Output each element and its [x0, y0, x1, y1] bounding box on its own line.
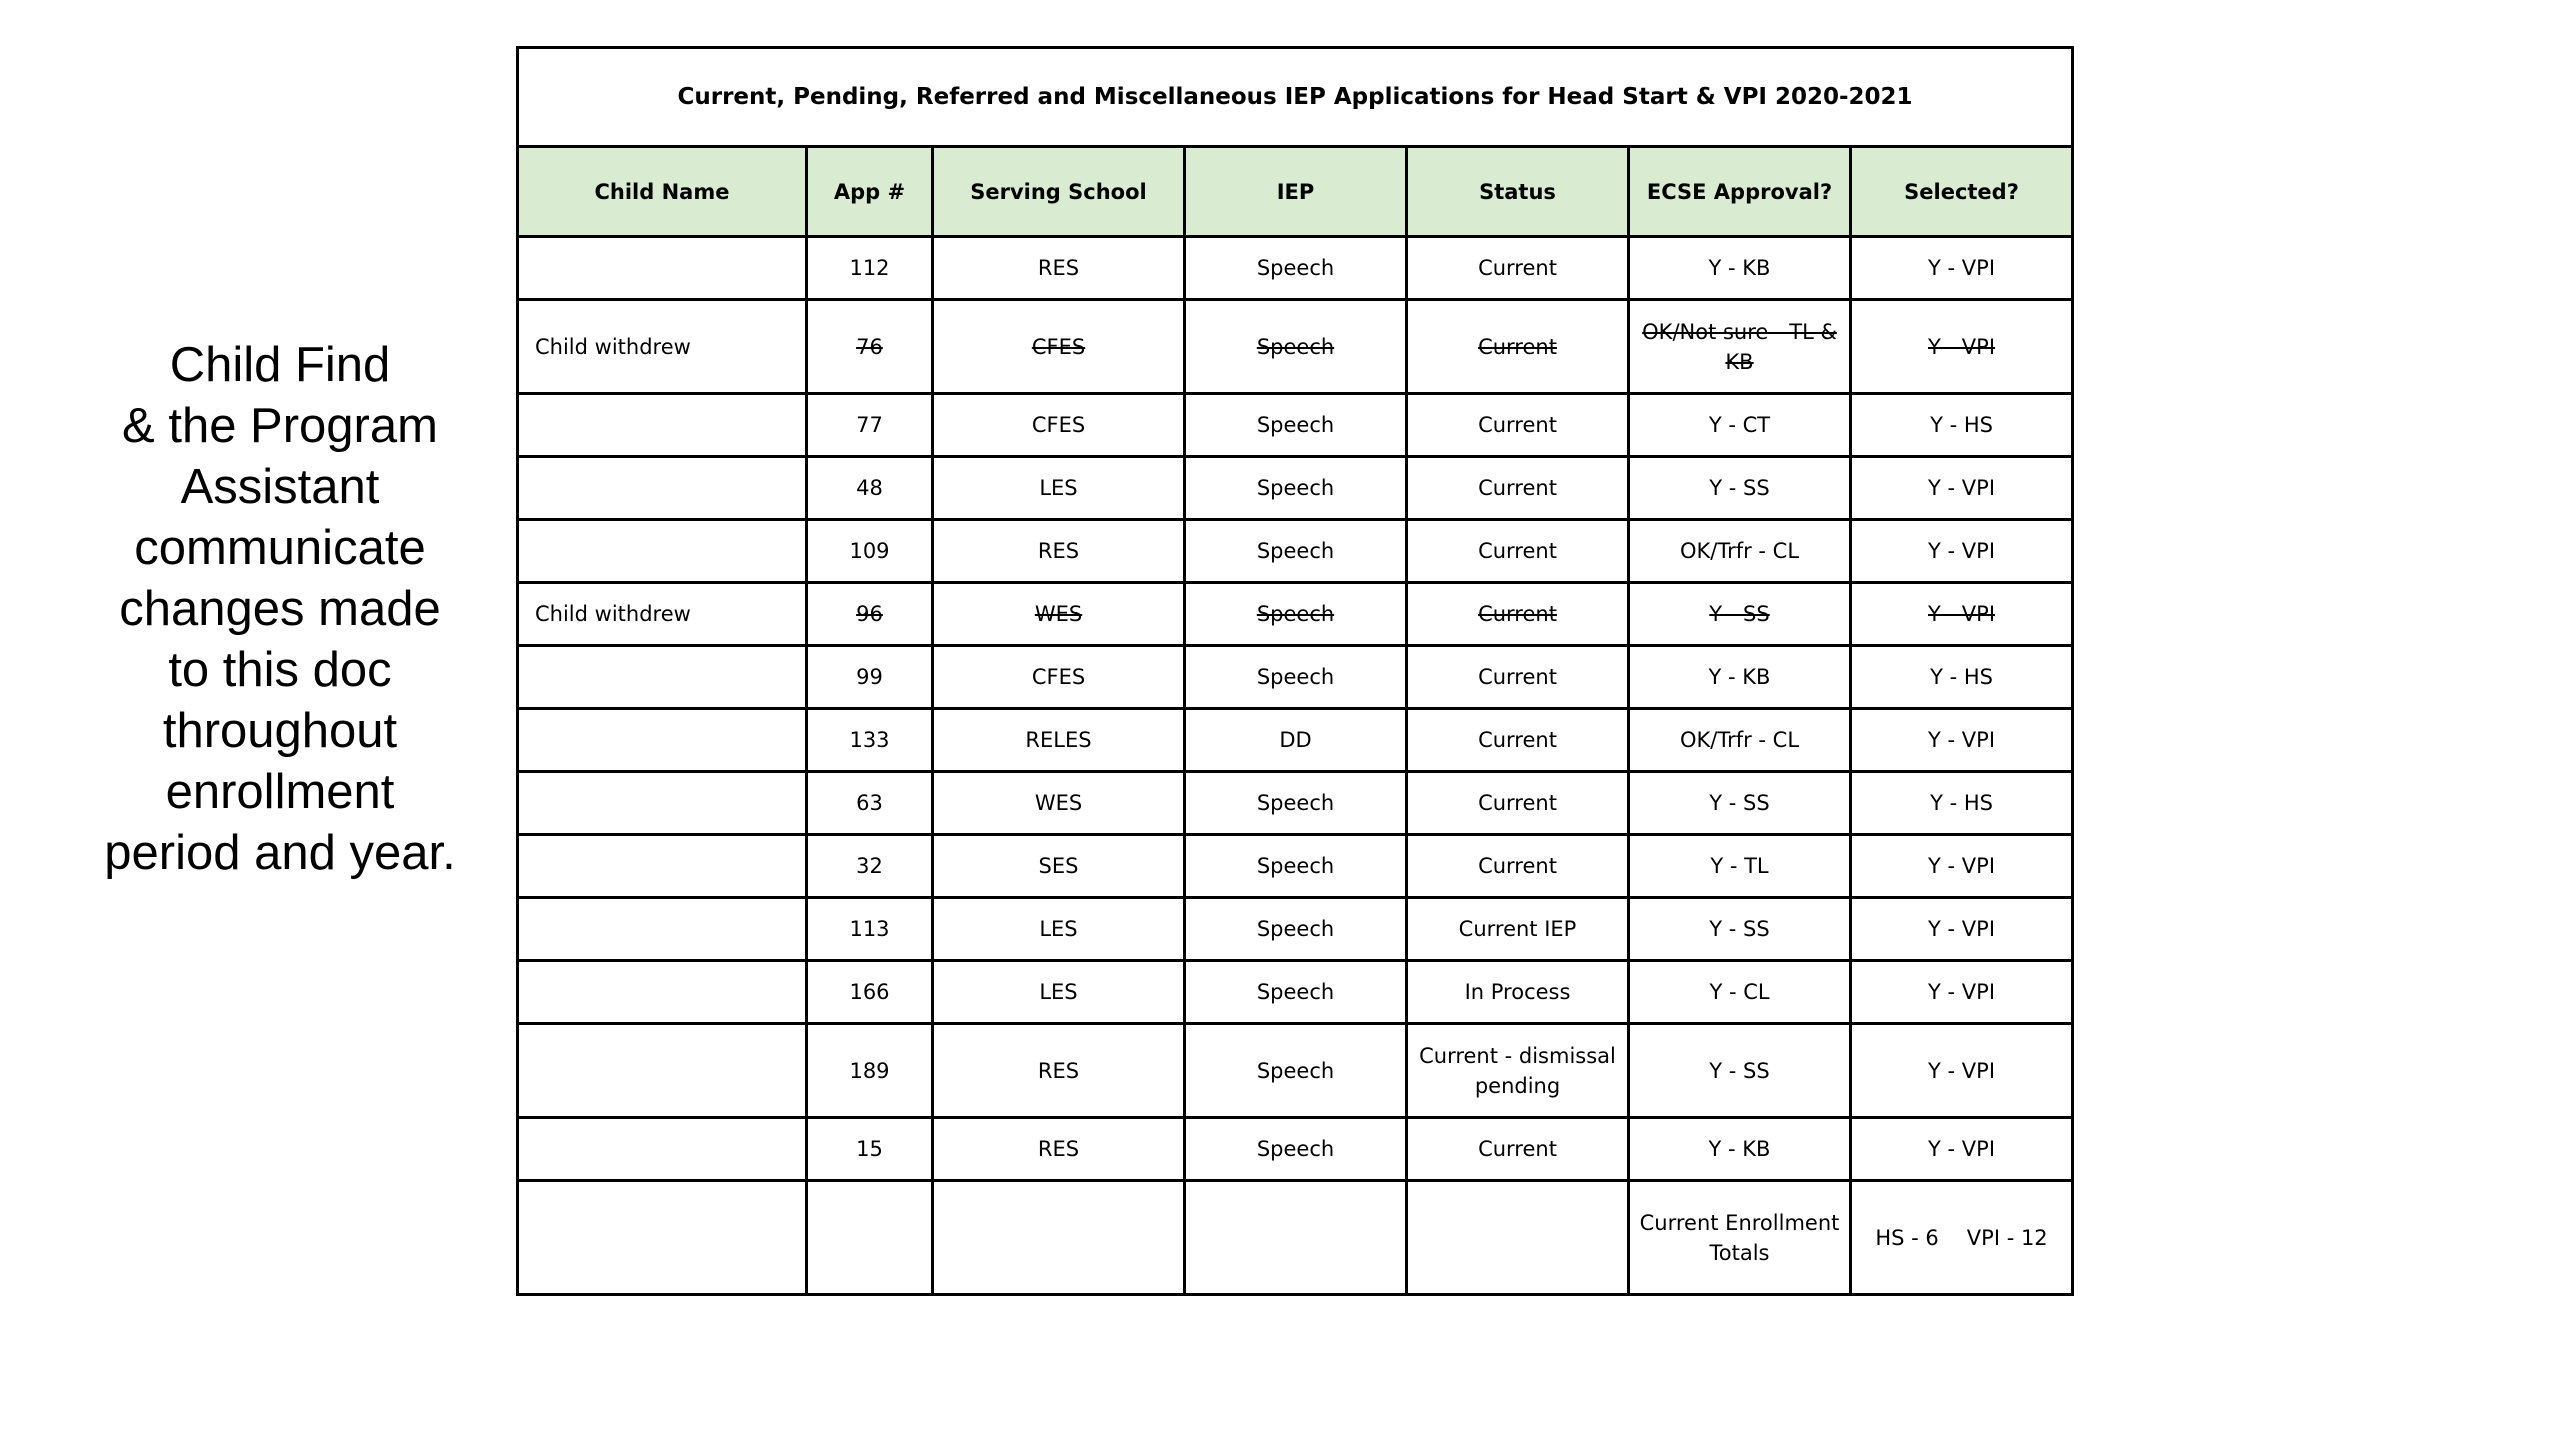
- table-row: [518, 1118, 2073, 1181]
- ecse-approval-cell: Y - KB: [1629, 237, 1851, 300]
- col-header-serving-school: Serving School: [933, 147, 1185, 237]
- side-note-line: period and year.: [104, 826, 456, 880]
- ecse-approval-cell: Y - SS: [1629, 898, 1851, 961]
- ecse-approval-cell: Y - TL: [1629, 835, 1851, 898]
- app-number-cell: 63: [807, 772, 933, 835]
- table-row: [518, 237, 2073, 300]
- app-number-cell: 109: [807, 520, 933, 583]
- child-name-cell: [518, 1118, 807, 1181]
- serving-school-cell: WES: [933, 772, 1185, 835]
- serving-school-cell: CFES: [933, 300, 1185, 394]
- ecse-approval-cell: Y - CT: [1629, 394, 1851, 457]
- status-cell: In Process: [1407, 961, 1629, 1024]
- app-number-cell: 133: [807, 709, 933, 772]
- table-row-withdrawn: [518, 300, 2073, 394]
- selected-cell: Y - HS: [1851, 772, 2073, 835]
- col-header-iep: IEP: [1185, 147, 1407, 237]
- status-cell: Current: [1407, 520, 1629, 583]
- iep-cell: Speech: [1185, 394, 1407, 457]
- totals-row: [518, 1181, 2073, 1295]
- empty-cell: [933, 1181, 1185, 1295]
- status-cell: Current: [1407, 1118, 1629, 1181]
- child-name-cell: [518, 520, 807, 583]
- iep-cell: Speech: [1185, 583, 1407, 646]
- ecse-approval-cell: Y - KB: [1629, 1118, 1851, 1181]
- app-number-cell: 112: [807, 237, 933, 300]
- serving-school-cell: LES: [933, 898, 1185, 961]
- table-row: [518, 646, 2073, 709]
- selected-cell: Y - VPI: [1851, 1118, 2073, 1181]
- iep-applications-table: [516, 46, 2074, 1296]
- empty-cell: [518, 1181, 807, 1295]
- app-number-cell: 48: [807, 457, 933, 520]
- status-cell: Current: [1407, 835, 1629, 898]
- child-name-cell: [518, 772, 807, 835]
- child-name-cell: [518, 1024, 807, 1118]
- serving-school-cell: CFES: [933, 646, 1185, 709]
- empty-cell: [1185, 1181, 1407, 1295]
- header-row: [518, 147, 2073, 237]
- selected-cell: Y - VPI: [1851, 709, 2073, 772]
- iep-cell: Speech: [1185, 898, 1407, 961]
- ecse-approval-cell: OK/Not sure - TL & KB: [1629, 300, 1851, 394]
- selected-cell: Y - VPI: [1851, 835, 2073, 898]
- iep-cell: Speech: [1185, 300, 1407, 394]
- side-note-line: Child Find: [169, 338, 391, 392]
- selected-cell: Y - VPI: [1851, 520, 2073, 583]
- app-number-cell: 189: [807, 1024, 933, 1118]
- child-name-cell: Child withdrew: [518, 300, 807, 394]
- ecse-approval-cell: Y - SS: [1629, 583, 1851, 646]
- app-number-cell: 76: [807, 300, 933, 394]
- ecse-approval-cell: OK/Trfr - CL: [1629, 520, 1851, 583]
- iep-cell: Speech: [1185, 520, 1407, 583]
- iep-cell: Speech: [1185, 1118, 1407, 1181]
- selected-cell: Y - VPI: [1851, 1024, 2073, 1118]
- side-note-line: enrollment: [165, 765, 395, 819]
- table-row: [518, 394, 2073, 457]
- child-name-cell: [518, 237, 807, 300]
- status-cell: Current: [1407, 583, 1629, 646]
- app-number-cell: 96: [807, 583, 933, 646]
- table-row: [518, 709, 2073, 772]
- child-name-cell: [518, 709, 807, 772]
- table-row: [518, 1024, 2073, 1118]
- selected-cell: Y - VPI: [1851, 457, 2073, 520]
- side-note-line: throughout: [162, 704, 398, 758]
- table-row: [518, 457, 2073, 520]
- child-name-cell: Child withdrew: [518, 583, 807, 646]
- table-title: Current, Pending, Referred and Miscellaneous IEP Applications for Head Start & VPI 2020-2021: [518, 48, 2073, 147]
- child-name-cell: [518, 961, 807, 1024]
- app-number-cell: 166: [807, 961, 933, 1024]
- iep-cell: Speech: [1185, 1024, 1407, 1118]
- selected-cell: Y - VPI: [1851, 583, 2073, 646]
- status-cell: Current: [1407, 646, 1629, 709]
- selected-cell: Y - VPI: [1851, 898, 2073, 961]
- table-row: [518, 772, 2073, 835]
- col-header-ecse-approval: ECSE Approval?: [1629, 147, 1851, 237]
- serving-school-cell: RES: [933, 1118, 1185, 1181]
- child-name-cell: [518, 898, 807, 961]
- vpi-total: VPI - 12: [1966, 1225, 2048, 1250]
- ecse-approval-cell: Y - CL: [1629, 961, 1851, 1024]
- app-number-cell: 77: [807, 394, 933, 457]
- ecse-approval-cell: Y - SS: [1629, 772, 1851, 835]
- side-note-line: to this doc: [168, 643, 392, 697]
- table-row: [518, 961, 2073, 1024]
- status-cell: Current: [1407, 237, 1629, 300]
- serving-school-cell: RES: [933, 1024, 1185, 1118]
- iep-cell: Speech: [1185, 961, 1407, 1024]
- child-name-cell: [518, 457, 807, 520]
- iep-cell: Speech: [1185, 646, 1407, 709]
- ecse-approval-cell: Y - SS: [1629, 1024, 1851, 1118]
- col-header-app-number: App #: [807, 147, 933, 237]
- iep-cell: DD: [1185, 709, 1407, 772]
- serving-school-cell: LES: [933, 457, 1185, 520]
- iep-cell: Speech: [1185, 835, 1407, 898]
- serving-school-cell: RES: [933, 237, 1185, 300]
- col-header-selected: Selected?: [1851, 147, 2073, 237]
- ecse-approval-cell: OK/Trfr - CL: [1629, 709, 1851, 772]
- side-note: [80, 335, 480, 884]
- status-cell: Current: [1407, 394, 1629, 457]
- ecse-approval-cell: Y - KB: [1629, 646, 1851, 709]
- totals-values: [1851, 1181, 2073, 1295]
- side-note-line: Assistant: [180, 460, 380, 514]
- child-name-cell: [518, 394, 807, 457]
- empty-cell: [1407, 1181, 1629, 1295]
- child-name-cell: [518, 835, 807, 898]
- empty-cell: [807, 1181, 933, 1295]
- col-header-child-name: Child Name: [518, 147, 807, 237]
- status-cell: Current: [1407, 457, 1629, 520]
- side-note-line: & the Program: [122, 399, 438, 453]
- selected-cell: Y - VPI: [1851, 961, 2073, 1024]
- selected-cell: Y - VPI: [1851, 300, 2073, 394]
- totals-label: Current Enrollment Totals: [1629, 1181, 1851, 1295]
- status-cell: Current: [1407, 709, 1629, 772]
- app-number-cell: 99: [807, 646, 933, 709]
- status-cell: Current: [1407, 300, 1629, 394]
- col-header-status: Status: [1407, 147, 1629, 237]
- child-name-cell: [518, 646, 807, 709]
- table-row: [518, 898, 2073, 961]
- serving-school-cell: RELES: [933, 709, 1185, 772]
- table-row: [518, 835, 2073, 898]
- status-cell: Current IEP: [1407, 898, 1629, 961]
- selected-cell: Y - HS: [1851, 646, 2073, 709]
- selected-cell: Y - VPI: [1851, 237, 2073, 300]
- table-row-withdrawn: [518, 583, 2073, 646]
- serving-school-cell: SES: [933, 835, 1185, 898]
- serving-school-cell: LES: [933, 961, 1185, 1024]
- iep-cell: Speech: [1185, 772, 1407, 835]
- app-number-cell: 32: [807, 835, 933, 898]
- table-row: [518, 520, 2073, 583]
- hs-total: HS - 6: [1875, 1225, 1939, 1250]
- status-cell: Current: [1407, 772, 1629, 835]
- status-cell: Current - dismissal pending: [1407, 1024, 1629, 1118]
- side-note-line: changes made: [119, 582, 441, 636]
- side-note-line: communicate: [134, 521, 426, 575]
- app-number-cell: 113: [807, 898, 933, 961]
- serving-school-cell: RES: [933, 520, 1185, 583]
- serving-school-cell: CFES: [933, 394, 1185, 457]
- app-number-cell: 15: [807, 1118, 933, 1181]
- ecse-approval-cell: Y - SS: [1629, 457, 1851, 520]
- iep-cell: Speech: [1185, 237, 1407, 300]
- serving-school-cell: WES: [933, 583, 1185, 646]
- selected-cell: Y - HS: [1851, 394, 2073, 457]
- iep-cell: Speech: [1185, 457, 1407, 520]
